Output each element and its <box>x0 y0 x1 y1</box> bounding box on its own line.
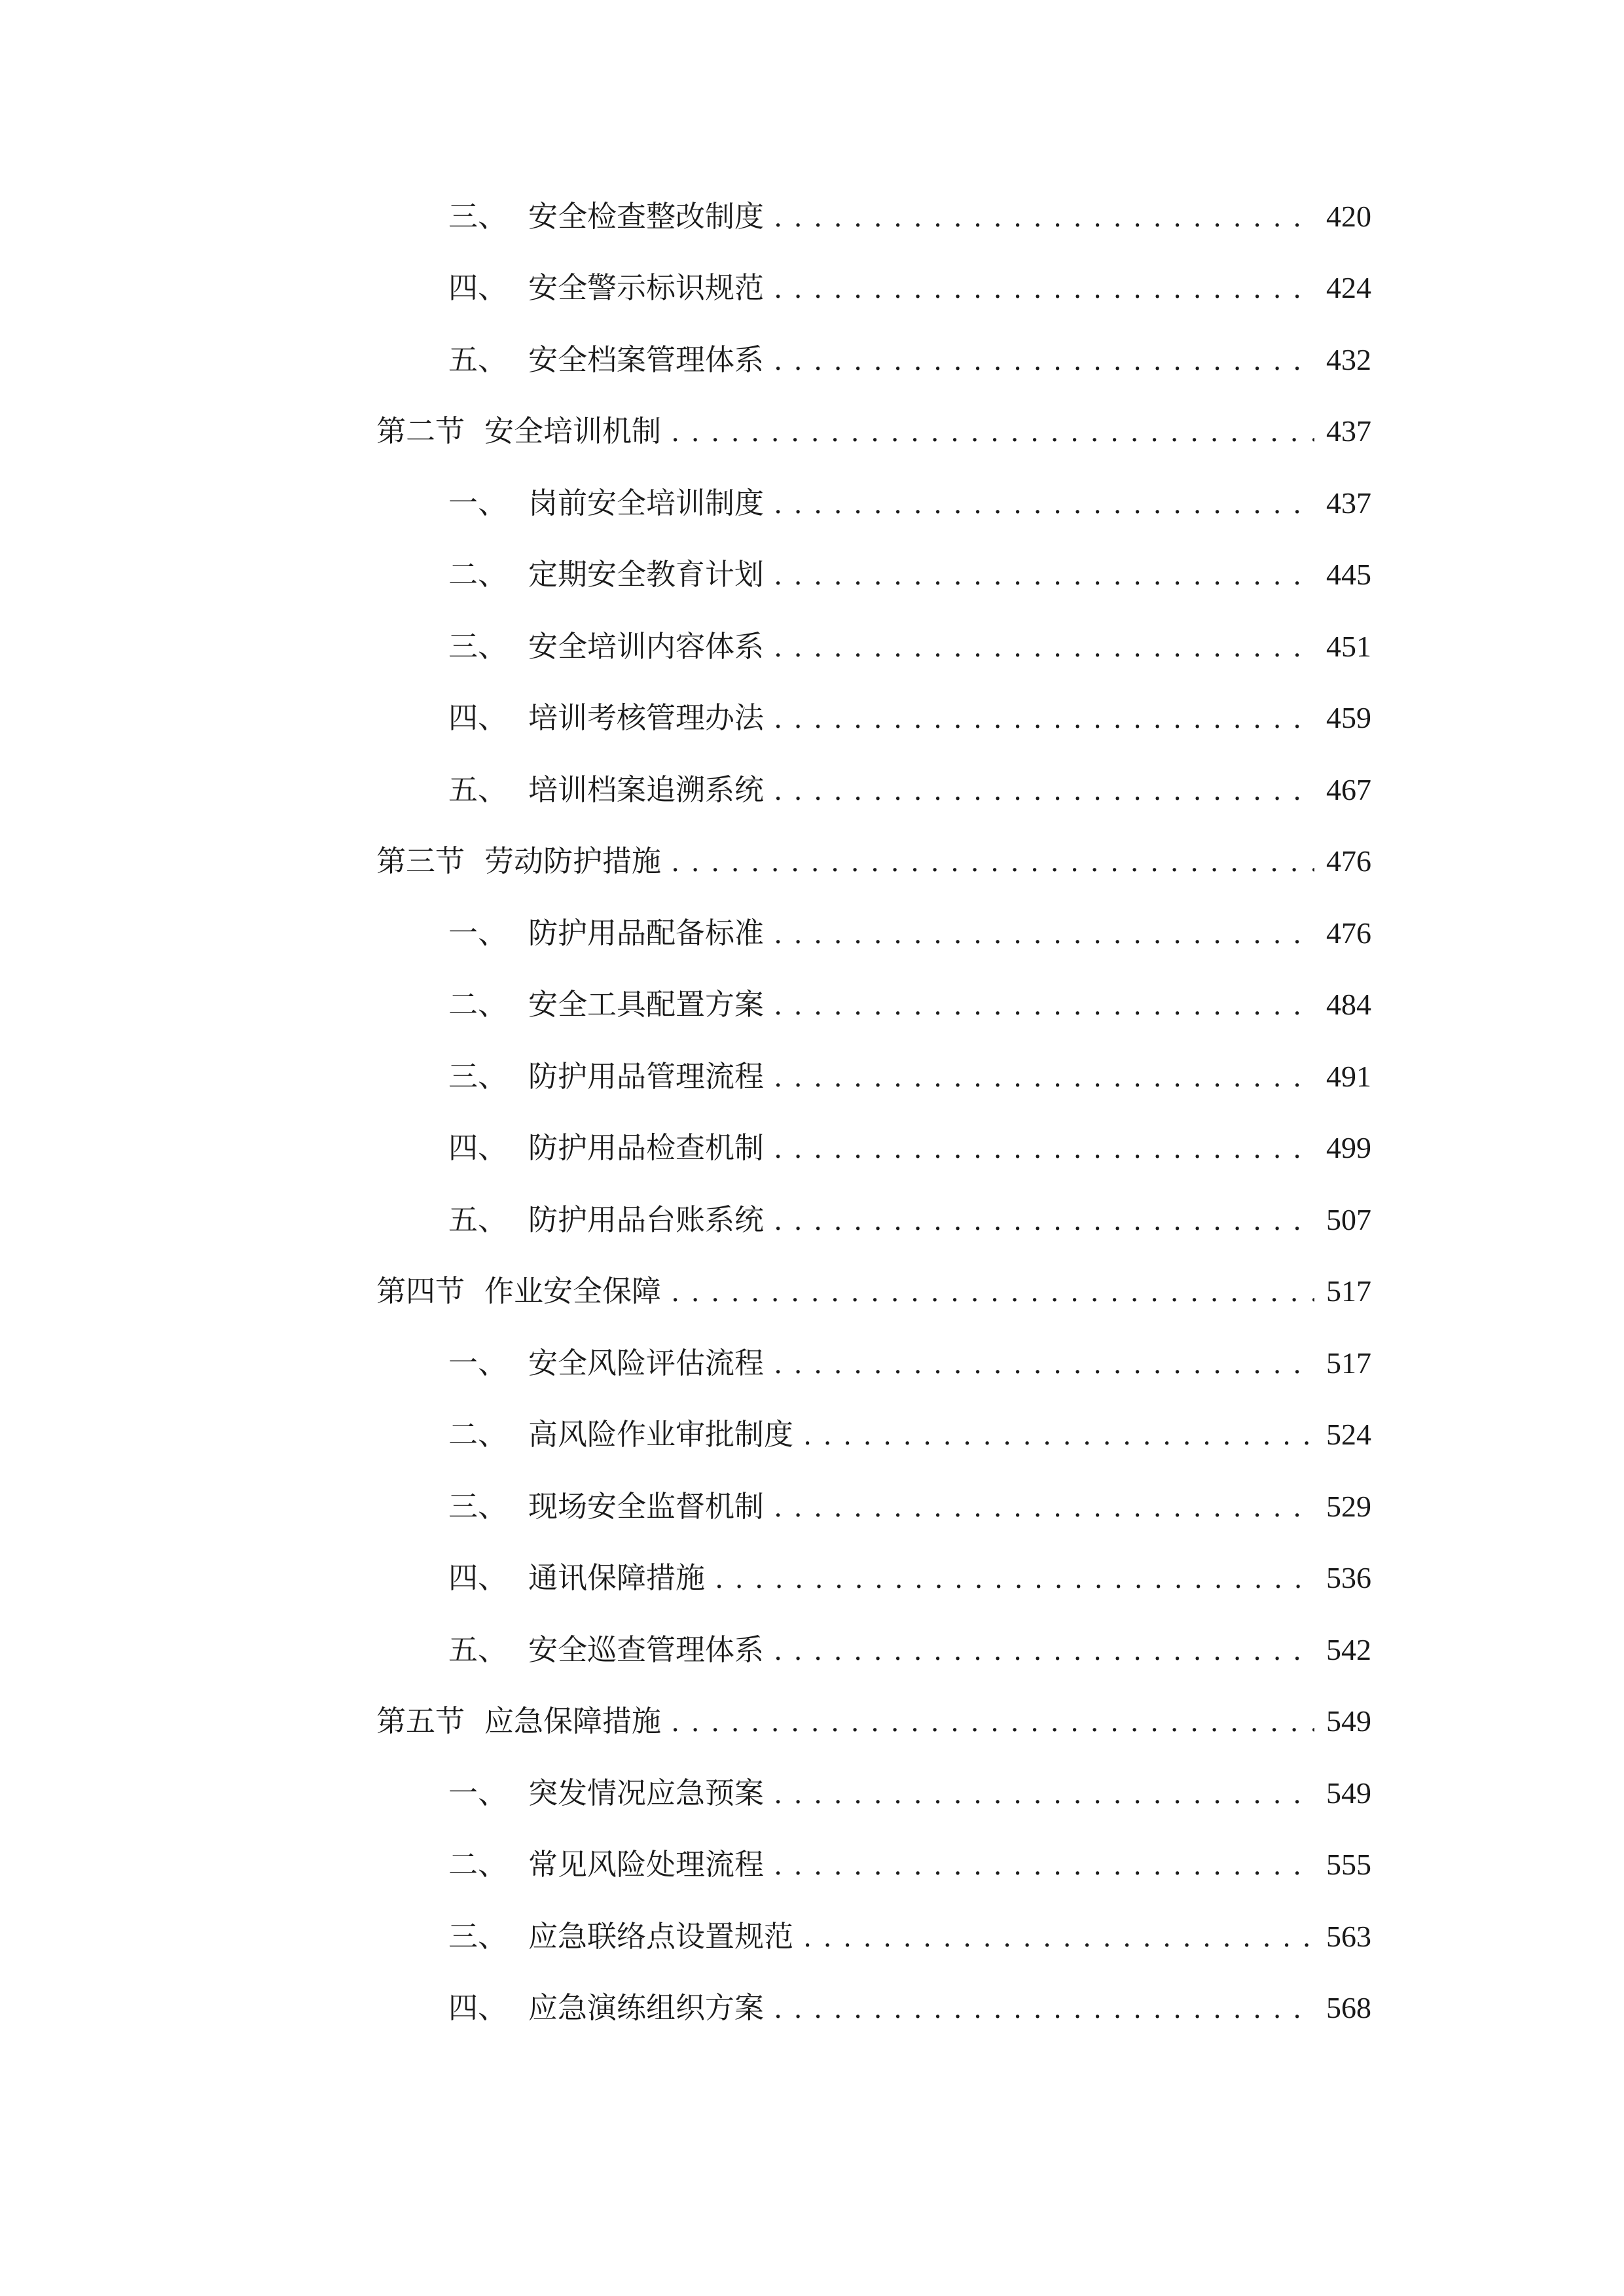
toc-entry[interactable] <box>448 332 1371 387</box>
toc-entry[interactable] <box>448 189 1371 244</box>
toc-entry[interactable] <box>448 547 1371 602</box>
toc-entry-title: 防护用品管理流程 <box>528 1059 765 1094</box>
toc-entry-page: 536 <box>1326 1561 1371 1594</box>
dot-leader <box>672 834 1314 889</box>
toc-entry[interactable] <box>448 1623 1371 1677</box>
toc-entry-number: 一、 <box>448 1776 508 1810</box>
toc-entry-page: 524 <box>1326 1418 1371 1451</box>
toc-entry[interactable] <box>448 476 1371 531</box>
toc-entry-number: 三、 <box>448 1489 508 1524</box>
toc-entry-title: 安全巡查管理体系 <box>528 1632 765 1667</box>
toc-entry-page: 549 <box>1326 1704 1371 1738</box>
toc-entry-number: 四、 <box>448 1560 508 1595</box>
toc-entry[interactable] <box>448 906 1371 961</box>
toc-entry-title: 岗前安全培训制度 <box>528 486 765 520</box>
toc-entry-page: 432 <box>1326 343 1371 376</box>
toc-entry-number: 四、 <box>448 1990 508 2025</box>
toc-entry[interactable] <box>448 1121 1371 1175</box>
toc-entry[interactable] <box>448 691 1371 745</box>
toc-entry-number: 四、 <box>448 270 508 305</box>
dot-leader <box>672 1264 1314 1319</box>
toc-entry-number: 三、 <box>448 1919 508 1954</box>
toc-entry-title: 安全工具配置方案 <box>528 987 765 1022</box>
toc-entry-title: 防护用品配备标准 <box>528 916 765 950</box>
toc-entry-title: 现场安全监督机制 <box>528 1489 765 1524</box>
dot-leader <box>715 1551 1314 1605</box>
dot-leader <box>774 1193 1314 1247</box>
toc-entry-title: 防护用品检查机制 <box>528 1130 765 1165</box>
toc-entry-page: 451 <box>1326 630 1371 663</box>
toc-entry-number: 五、 <box>448 1202 508 1237</box>
toc-entry-number: 三、 <box>448 629 508 664</box>
toc-entry[interactable] <box>448 1766 1371 1821</box>
dot-leader <box>774 1336 1314 1391</box>
toc-entry-title: 安全档案管理体系 <box>528 342 765 377</box>
toc-entry-page: 542 <box>1326 1633 1371 1666</box>
toc-entry-number: 五、 <box>448 1632 508 1667</box>
toc-entry[interactable] <box>448 1336 1371 1391</box>
toc-entry[interactable] <box>448 260 1371 315</box>
toc-entry-page: 555 <box>1326 1848 1371 1881</box>
toc-entry-number: 五、 <box>448 772 508 807</box>
toc-entry-title: 培训考核管理办法 <box>528 700 765 735</box>
dot-leader <box>804 1407 1314 1462</box>
dot-leader <box>774 1623 1314 1677</box>
toc-entry-page: 476 <box>1326 916 1371 950</box>
toc-section-title: 劳动防护措施 <box>484 844 662 878</box>
dot-leader <box>774 1981 1314 2036</box>
toc-entry[interactable] <box>448 1193 1371 1247</box>
toc-entry-number: 三、 <box>448 199 508 234</box>
toc-entry-page: 467 <box>1326 773 1371 806</box>
toc-entry-title: 应急联络点设置规范 <box>528 1919 794 1954</box>
toc-entry[interactable] <box>448 619 1371 674</box>
dot-leader <box>774 547 1314 602</box>
toc-section-number: 第三节 <box>376 844 465 878</box>
toc-entry-number: 二、 <box>448 1417 508 1452</box>
dot-leader <box>672 404 1314 459</box>
toc-entry-number: 一、 <box>448 486 508 520</box>
dot-leader <box>774 332 1314 387</box>
toc-section-number: 第二节 <box>376 414 465 448</box>
toc-entry-number: 一、 <box>448 1346 508 1380</box>
dot-leader <box>774 1766 1314 1821</box>
dot-leader <box>774 476 1314 531</box>
toc-section-entry[interactable] <box>376 1694 1371 1749</box>
toc-entry-page: 476 <box>1326 844 1371 878</box>
toc-entry[interactable] <box>448 1479 1371 1534</box>
toc-section-entry[interactable] <box>376 404 1371 459</box>
toc-entry-page: 517 <box>1326 1346 1371 1380</box>
toc-entry-number: 一、 <box>448 916 508 950</box>
dot-leader <box>774 189 1314 244</box>
toc-entry-title: 安全检查整改制度 <box>528 199 765 234</box>
dot-leader <box>774 1479 1314 1534</box>
toc-entry-page: 437 <box>1326 486 1371 520</box>
toc-entry-number: 二、 <box>448 557 508 592</box>
toc-entry-page: 563 <box>1326 1920 1371 1953</box>
toc-entry-title: 安全警示标识规范 <box>528 270 765 305</box>
toc-section-title: 应急保障措施 <box>484 1704 662 1738</box>
toc-entry-page: 437 <box>1326 414 1371 448</box>
toc-entry-title: 培训档案追溯系统 <box>528 772 765 807</box>
toc-entry[interactable] <box>448 1551 1371 1605</box>
dot-leader <box>774 260 1314 315</box>
toc-entry-title: 通讯保障措施 <box>528 1560 706 1595</box>
dot-leader <box>774 691 1314 745</box>
toc-entry-page: 420 <box>1326 200 1371 233</box>
toc-section-title: 安全培训机制 <box>484 414 662 448</box>
toc-entry-page: 491 <box>1326 1060 1371 1093</box>
dot-leader <box>774 977 1314 1032</box>
toc-entry-number: 三、 <box>448 1059 508 1094</box>
dot-leader <box>774 1049 1314 1104</box>
toc-entry[interactable] <box>448 1909 1371 1964</box>
toc-entry-page: 459 <box>1326 701 1371 734</box>
toc-entry-title: 防护用品台账系统 <box>528 1202 765 1237</box>
toc-entry-page: 517 <box>1326 1274 1371 1308</box>
toc-entry[interactable] <box>448 977 1371 1032</box>
toc-entry[interactable] <box>448 1407 1371 1462</box>
toc-entry[interactable] <box>448 1049 1371 1104</box>
dot-leader <box>774 619 1314 674</box>
dot-leader <box>804 1909 1314 1964</box>
toc-entry-title: 应急演练组织方案 <box>528 1990 765 2025</box>
dot-leader <box>774 1121 1314 1175</box>
dot-leader <box>774 1837 1314 1892</box>
toc-entry-page: 549 <box>1326 1776 1371 1810</box>
toc-entry-number: 二、 <box>448 1847 508 1882</box>
toc-entry-title: 安全培训内容体系 <box>528 629 765 664</box>
toc-section-title: 作业安全保障 <box>484 1274 662 1308</box>
toc-section-number: 第五节 <box>376 1704 465 1738</box>
toc-entry-number: 二、 <box>448 987 508 1022</box>
toc-entry-page: 499 <box>1326 1131 1371 1164</box>
toc-entry-title: 定期安全教育计划 <box>528 557 765 592</box>
toc-entry[interactable] <box>448 1837 1371 1892</box>
toc-entry-page: 507 <box>1326 1203 1371 1236</box>
toc-section-entry[interactable] <box>376 1264 1371 1319</box>
toc-entry-number: 四、 <box>448 1130 508 1165</box>
toc-entry-number: 五、 <box>448 342 508 377</box>
toc-entry-title: 突发情况应急预案 <box>528 1776 765 1810</box>
toc-entry-page: 424 <box>1326 271 1371 304</box>
dot-leader <box>672 1694 1314 1749</box>
toc-entry[interactable] <box>448 1981 1371 2036</box>
toc-entry-title: 安全风险评估流程 <box>528 1346 765 1380</box>
toc-entry[interactable] <box>448 762 1371 817</box>
toc-entry-page: 568 <box>1326 1991 1371 2024</box>
toc-entry-page: 484 <box>1326 988 1371 1021</box>
toc-section-number: 第四节 <box>376 1274 465 1308</box>
toc-section-entry[interactable] <box>376 834 1371 889</box>
dot-leader <box>774 762 1314 817</box>
toc-entry-page: 529 <box>1326 1490 1371 1523</box>
toc-entry-title: 常见风险处理流程 <box>528 1847 765 1882</box>
toc-entry-page: 445 <box>1326 558 1371 591</box>
toc-entry-title: 高风险作业审批制度 <box>528 1417 794 1452</box>
toc-entry-number: 四、 <box>448 700 508 735</box>
dot-leader <box>774 906 1314 961</box>
